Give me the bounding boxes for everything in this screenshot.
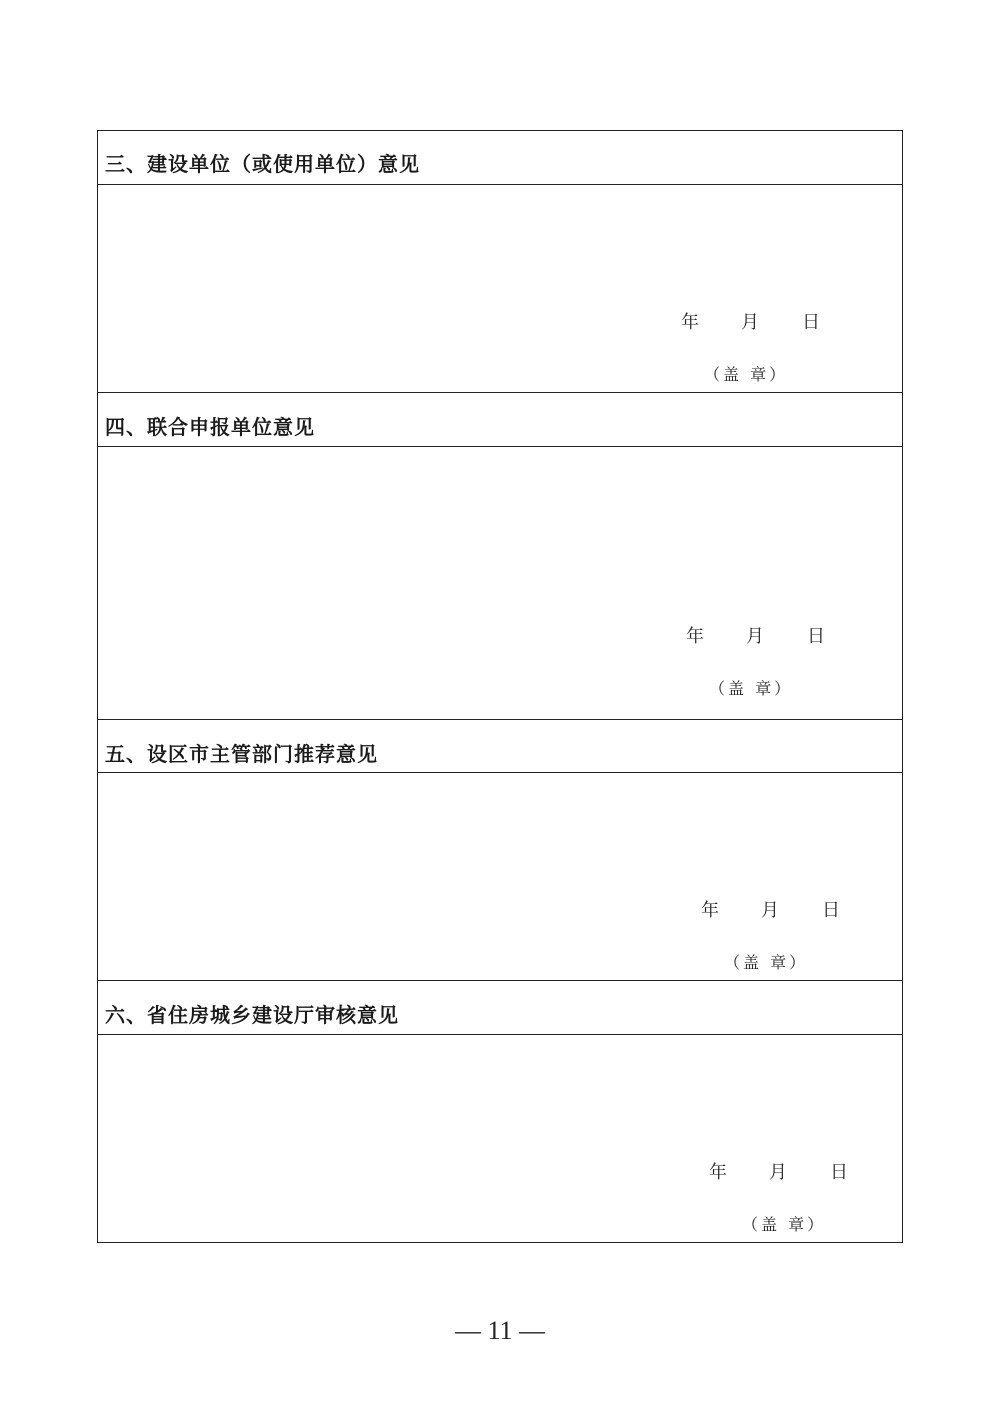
date-month-label: 月 [769, 1162, 787, 1183]
date-year-label: 年 [701, 900, 719, 921]
section-title-city-authority: 五、设区市主管部门推荐意见 [105, 742, 378, 766]
seal-label: （盖 章） [709, 679, 794, 698]
divider [98, 184, 902, 185]
date-year-label: 年 [709, 1162, 727, 1183]
divider [98, 1034, 902, 1035]
divider [98, 719, 902, 720]
seal-label: （盖 章） [704, 365, 789, 384]
divider [98, 446, 902, 447]
opinion-form-table [97, 130, 903, 1243]
date-year-label: 年 [681, 312, 699, 333]
page-number: — 11 — [454, 1316, 546, 1345]
seal-label: （盖 章） [742, 1215, 827, 1234]
date-month-label: 月 [746, 626, 764, 647]
date-day-label: 日 [830, 1162, 848, 1183]
date-year-label: 年 [686, 626, 704, 647]
date-month-label: 月 [741, 312, 759, 333]
date-month-label: 月 [761, 900, 779, 921]
divider [98, 772, 902, 773]
section-title-provincial-department: 六、省住房城乡建设厅审核意见 [105, 1003, 399, 1027]
date-day-label: 日 [807, 626, 825, 647]
divider [98, 392, 902, 393]
section-title-joint-applicant: 四、联合申报单位意见 [105, 415, 315, 439]
divider [98, 980, 902, 981]
seal-label: （盖 章） [724, 953, 809, 972]
section-title-construction-unit: 三、建设单位（或使用单位）意见 [105, 152, 420, 176]
date-day-label: 日 [822, 900, 840, 921]
date-day-label: 日 [802, 312, 820, 333]
